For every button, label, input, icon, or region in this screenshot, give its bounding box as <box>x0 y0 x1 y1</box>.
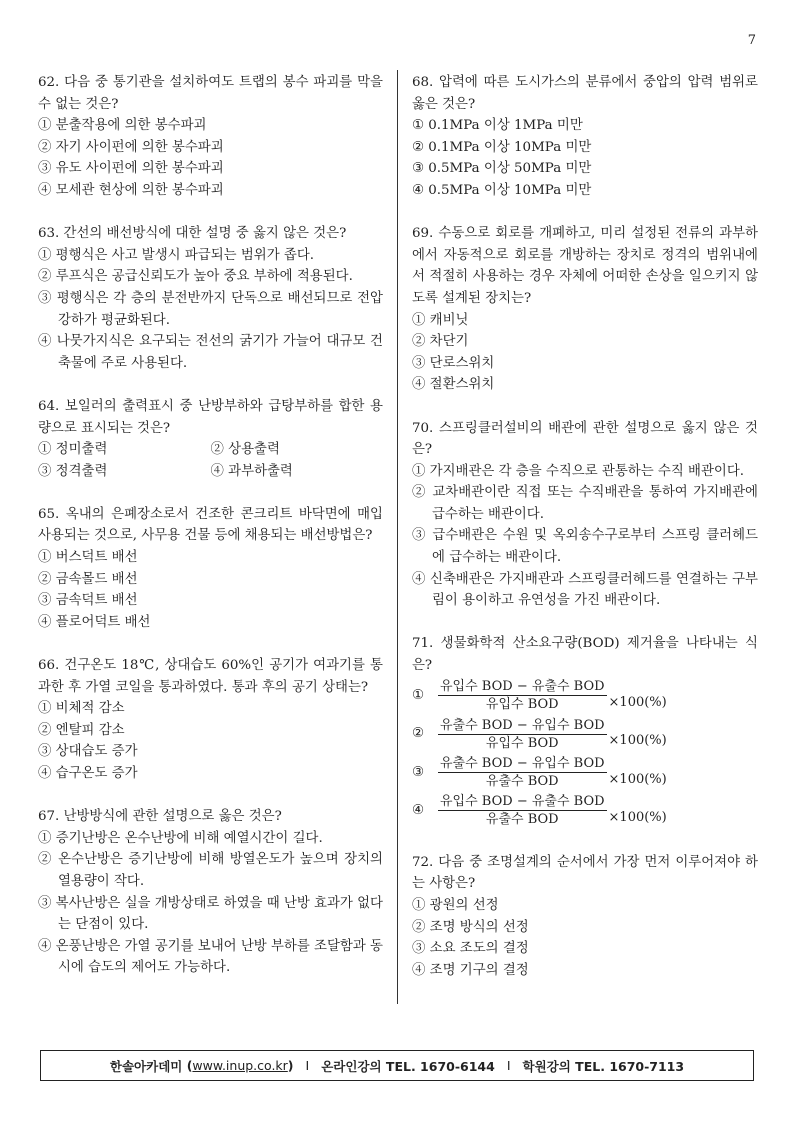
option: ④ 과부하출력 <box>210 463 293 479</box>
question-stem: 64. 보일러의 출력표시 중 난방부하와 급탕부하를 합한 용량으로 표시되는 것은? <box>38 398 383 436</box>
question-62 <box>38 72 383 202</box>
footer-banner <box>40 1050 754 1081</box>
option: ③ 0.5MPa 이상 50MPa 미만 <box>412 161 592 177</box>
option-number: ④ <box>412 803 425 819</box>
question-stem: 68. 압력에 따른 도시가스의 분류에서 중압의 압력 범위로 옳은 것은? <box>412 75 758 112</box>
option: ① 증기난방은 온수난방에 비해 예열시간이 길다. <box>38 830 323 846</box>
option: ④ 플로어덕트 배선 <box>38 614 151 630</box>
url-open-paren: ( <box>182 1058 193 1073</box>
question-stem: 72. 다음 중 조명설계의 순서에서 가장 먼저 이루어져야 하는 사항은? <box>412 854 758 892</box>
option: ① 분출작용에 의한 봉수파괴 <box>38 118 207 134</box>
fraction <box>438 794 607 827</box>
fraction-option <box>412 677 758 715</box>
option-row <box>38 439 383 461</box>
option: ② 자기 사이펀에 의한 봉수파괴 <box>38 139 224 155</box>
option: ④ 신축배관은 가지배관과 스프링클러헤드를 연결하는 구부림이 용이하고 유연성을 가진 배관이다. <box>412 571 758 609</box>
option-row <box>38 461 383 483</box>
fraction-option <box>412 715 758 753</box>
fraction-numerator: 유출수 BOD − 유입수 BOD <box>440 717 605 733</box>
question-67 <box>38 806 383 979</box>
option: ③ 평행식은 각 층의 분전반까지 단독으로 배선되므로 전압강하가 평균화된다. <box>38 290 383 328</box>
question-stem: 70. 스프링클러설비의 배관에 관한 설명으로 옳지 않은 것은? <box>412 420 758 458</box>
fraction <box>438 756 607 789</box>
option: ② 교차배관이란 직접 또는 수직배관을 통하여 가지배관에 급수하는 배관이다. <box>412 485 758 522</box>
question-63 <box>38 223 383 374</box>
option: ① 캐비닛 <box>412 312 469 328</box>
option-number: ③ <box>412 764 425 780</box>
option: ① 정미출력 <box>38 442 108 458</box>
question-70 <box>412 418 758 612</box>
option: ③ 정격출력 <box>38 463 108 479</box>
question-stem: 71. 생물화학적 산소요구량(BOD) 제거율을 나타내는 식은? <box>412 636 758 674</box>
fraction-numerator: 유출수 BOD − 유입수 BOD <box>440 756 605 772</box>
option: ③ 유도 사이펀에 의한 봉수파괴 <box>38 161 224 177</box>
option: ④ 모세관 현상에 의한 봉수파괴 <box>38 182 224 198</box>
online-phone: 온라인강의 TEL. 1670-6144 <box>321 1058 495 1074</box>
question-stem: 69. 수동으로 회로를 개폐하고, 미리 설정된 전류의 과부하에서 자동적으로 회로를 개방하는 장치로 정격의 범위내에서 적절히 사용하는 경우 자체에 어떠한 손상을 일으키지 않도록 설계된 장치는? <box>412 226 758 306</box>
right-column <box>412 72 758 1003</box>
option-number: ② <box>412 726 425 742</box>
option: ③ 금속덕트 배선 <box>38 593 138 609</box>
option: ① 0.1MPa 이상 1MPa 미만 <box>412 118 583 134</box>
question-stem: 66. 건구온도 18℃, 상대습도 60%인 공기가 여과기를 통과한 후 가열 코일을 통과하였다. 통과 후의 공기 상태는? <box>38 658 383 695</box>
question-stem: 65. 옥내의 은폐장소로서 건조한 콘크리트 바닥면에 매입 사용되는 것으로, 사무용 건물 등에 채용되는 배선방법은? <box>38 506 383 544</box>
option: ③ 소요 조도의 결정 <box>412 941 529 957</box>
question-stem: 62. 다음 중 통기관을 설치하여도 트랩의 봉수 파괴를 막을 수 없는 것은? <box>38 75 383 112</box>
option: ③ 단로스위치 <box>412 355 495 371</box>
academy-url-link[interactable]: www.inup.co.kr <box>192 1058 288 1073</box>
option: ④ 0.5MPa 이상 10MPa 미만 <box>412 182 592 198</box>
question-68 <box>412 72 758 202</box>
option: ④ 조명 기구의 결정 <box>412 962 529 978</box>
option: ① 평행식은 사고 발생시 파급되는 범위가 좁다. <box>38 247 315 263</box>
fraction-multiplier: ×100(%) <box>608 810 667 826</box>
fraction-multiplier: ×100(%) <box>608 771 667 787</box>
option-number: ① <box>412 688 425 704</box>
column-divider <box>397 70 398 1004</box>
fraction-option <box>412 753 758 791</box>
fraction-option <box>412 792 758 830</box>
option: ④ 나뭇가지식은 요구되는 전선의 굵기가 가늘어 대규모 건축물에 주로 사용된다. <box>38 334 383 371</box>
option: ② 루프식은 공급신뢰도가 높아 중요 부하에 적용된다. <box>38 269 353 285</box>
option: ① 버스덕트 배선 <box>38 550 138 566</box>
option: ② 금속몰드 배선 <box>38 571 138 587</box>
fraction-multiplier: ×100(%) <box>608 695 667 711</box>
url-close-paren: ) <box>287 1058 294 1073</box>
option: ② 상용출력 <box>210 442 280 458</box>
fraction-denominator: 유출수 BOD <box>485 774 559 790</box>
question-69 <box>412 223 758 396</box>
fraction-numerator: 유입수 BOD − 유출수 BOD <box>440 679 605 695</box>
option: ④ 습구온도 증가 <box>38 766 138 781</box>
option: ② 0.1MPa 이상 10MPa 미만 <box>412 139 592 155</box>
option: ① 가지배관은 각 층을 수직으로 관통하는 수직 배관이다. <box>412 463 745 479</box>
question-64 <box>38 396 383 482</box>
page-number: 7 <box>747 33 756 48</box>
footer-separator: I <box>506 1058 511 1073</box>
option: ② 엔탈피 감소 <box>38 722 125 738</box>
offline-phone: 학원강의 TEL. 1670-7113 <box>522 1058 685 1074</box>
left-column <box>38 72 383 1001</box>
question-66 <box>38 655 383 785</box>
fraction <box>438 718 607 751</box>
question-72 <box>412 852 758 982</box>
question-stem: 67. 난방방식에 관한 설명으로 옳은 것은? <box>38 809 282 825</box>
question-71 <box>412 633 758 830</box>
academy-name: 한솔아카데미 <box>109 1058 183 1074</box>
footer-separator: I <box>305 1058 310 1073</box>
fraction-denominator: 유출수 BOD <box>485 812 559 828</box>
fraction-denominator: 유입수 BOD <box>485 697 559 713</box>
option: ④ 온풍난방은 가열 공기를 보내어 난방 부하를 조달함과 동시에 습도의 제어도 가능하다. <box>38 938 383 976</box>
option: ④ 절환스위치 <box>412 377 495 393</box>
fraction-denominator: 유입수 BOD <box>485 735 559 751</box>
option: ① 비체적 감소 <box>38 701 125 717</box>
fraction <box>438 679 607 712</box>
question-65 <box>38 504 383 634</box>
option: ② 온수난방은 증기난방에 비해 방열온도가 높으며 장치의 열용량이 작다. <box>38 852 383 889</box>
question-stem: 63. 간선의 배선방식에 대한 설명 중 옳지 않은 것은? <box>38 226 347 242</box>
option: ③ 복사난방은 실을 개방상태로 하였을 때 난방 효과가 없다는 단점이 있다. <box>38 895 383 933</box>
fraction-multiplier: ×100(%) <box>608 733 667 749</box>
option: ① 광원의 선정 <box>412 897 499 913</box>
fraction-numerator: 유입수 BOD − 유출수 BOD <box>440 794 605 810</box>
option: ② 조명 방식의 선정 <box>412 919 529 935</box>
option: ③ 급수배관은 수원 및 옥외송수구로부터 스프링 클러헤드에 급수하는 배관이다. <box>412 528 758 566</box>
option: ③ 상대습도 증가 <box>38 744 138 760</box>
option: ② 차단기 <box>412 334 469 350</box>
